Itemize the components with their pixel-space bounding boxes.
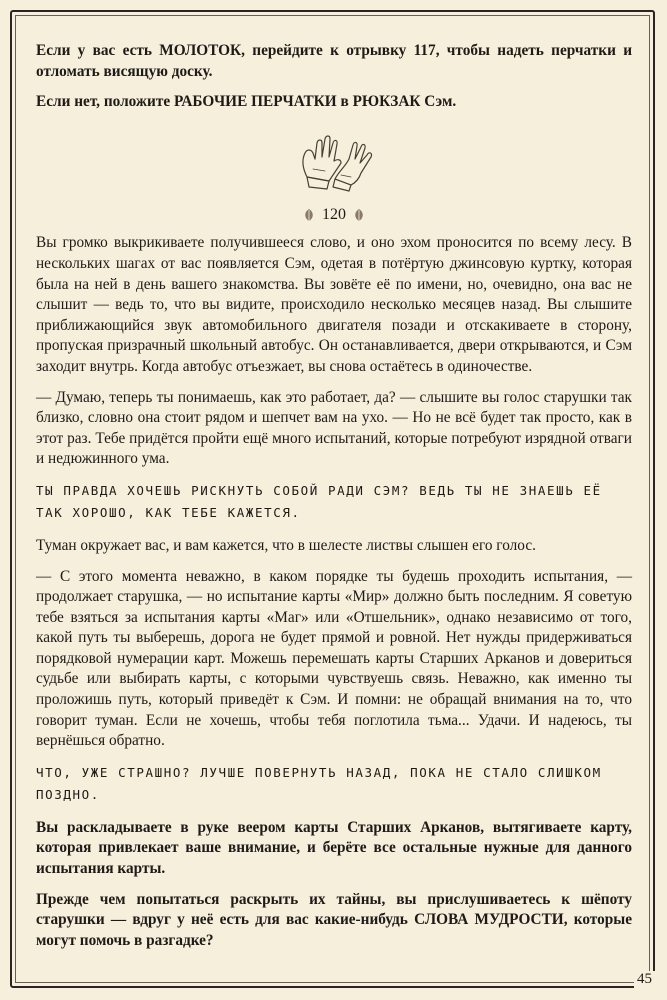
- intro-hammer-option: Если у вас есть МОЛОТОК, перейдите к отрывку 117, чтобы надеть перчатки и отломать висящую доску.: [36, 42, 633, 80]
- page-content: [36, 41, 632, 961]
- paragraph-echo: Вы громко выкрикиваете получившееся слово, и оно эхом проносится по всему лесу. В нескольких шагах от вас появляется Сэм, одетая в потёртую джинсовую куртку, которая была на ней в день вашего знакомства. Вы зовёте её по имени, но, очевидно, она вас не слышит — ведь то, что вы видите, происходило несколько месяцев назад. Вы слышите приближающийся звук автомобильного двигателя позади и отскакиваете в сторону, пропуская призрачный школьный автобус. Он останавливается, двери открываются, и Сэм заходит внутрь. Когда автобус отъезжает, вы снова остаётесь в одиночестве.: [36, 234, 632, 375]
- handwritten-fog-note-2: ЧТО, УЖЕ СТРАШНО? ЛУЧШЕ ПОВЕРНУТЬ НАЗАД, ПОКА НЕ СТАЛО СЛИШКОМ ПОЗДНО.: [36, 764, 602, 802]
- paragraph-old-woman-voice: — Думаю, теперь ты понимаешь, как это работает, да? — слышите вы голос старушки так близко, словно она стоит рядом и шепчет вам на ухо. — Но не всё будет так просто, как в этот раз. Тебе придётся пройти ещё много испытаний, которые потребуют изрядной отваги и недюжинного ума.: [36, 388, 632, 468]
- intro-gloves-option: Если нет, положите РАБОЧИЕ ПЕРЧАТКИ в РЮКЗАК Сэм.: [36, 93, 457, 111]
- words-of-wisdom-keyword: СЛОВА МУДРОСТИ: [414, 911, 564, 929]
- work-gloves-icon: [289, 129, 379, 195]
- instruction-words-of-wisdom: Прежде чем попытаться раскрыть их тайны, вы прислушиваетесь к шёпоту старушки — вдруг у неё есть для вас какие-нибудь СЛОВА МУДРОСТИ, которые могут помочь в разгадке?: [36, 890, 632, 949]
- gloves-keyword: РАБОЧИЕ ПЕРЧАТКИ: [173, 93, 337, 111]
- instruction-draw-card: Вы раскладываете в руке веером карты Старших Арканов, вытягиваете карту, которая привлекает ваше внимание, и берёте все остальные нужные для данного испытания карты.: [36, 818, 632, 878]
- section-heading: [36, 205, 632, 226]
- paragraph-fog: Туман окружает вас, и вам кажется, что в шелесте листвы слышен его голос.: [36, 536, 536, 554]
- handwritten-fog-note-1: ТЫ ПРАВДА ХОЧЕШЬ РИСКНУТЬ СОБОЙ РАДИ СЭМ? ВЕДЬ ТЫ НЕ ЗНАЕШЬ ЕЁ ТАК ХОРОШО, КАК ТЕБЕ КАЖЕТСЯ.: [36, 482, 602, 520]
- hammer-keyword: МОЛОТОК: [159, 42, 242, 59]
- leaf-ornament-icon: [352, 208, 366, 222]
- paragraph-instructions: — С этого момента неважно, в каком порядке ты будешь проходить испытания, — продолжает старушка, — но испытание карты «Мир» должно быть последним. Я советую тебе взяться за испытания карты «Маг» или «Отшельник», однако независимо от того, какой путь ты выберешь, дорога не будет прямой и ровной. Нет нужды придерживаться порядковой нумерации карт. Можешь перемешать карты Старших Арканов и довериться судьбе или выбирать карты, с которыми чувствуешь связь. Неважно, как именно ты проложишь путь, который приведёт к Сэм. И помни: не обращай внимания на то, что говорит туман. Если не хочешь, чтобы тебя поглотила тьма... Удачи. И надеюсь, ты вернёшься обратно.: [36, 567, 632, 750]
- section-number: 120: [322, 205, 346, 223]
- page-number: 45: [634, 971, 655, 988]
- leaf-ornament-icon: [302, 208, 316, 222]
